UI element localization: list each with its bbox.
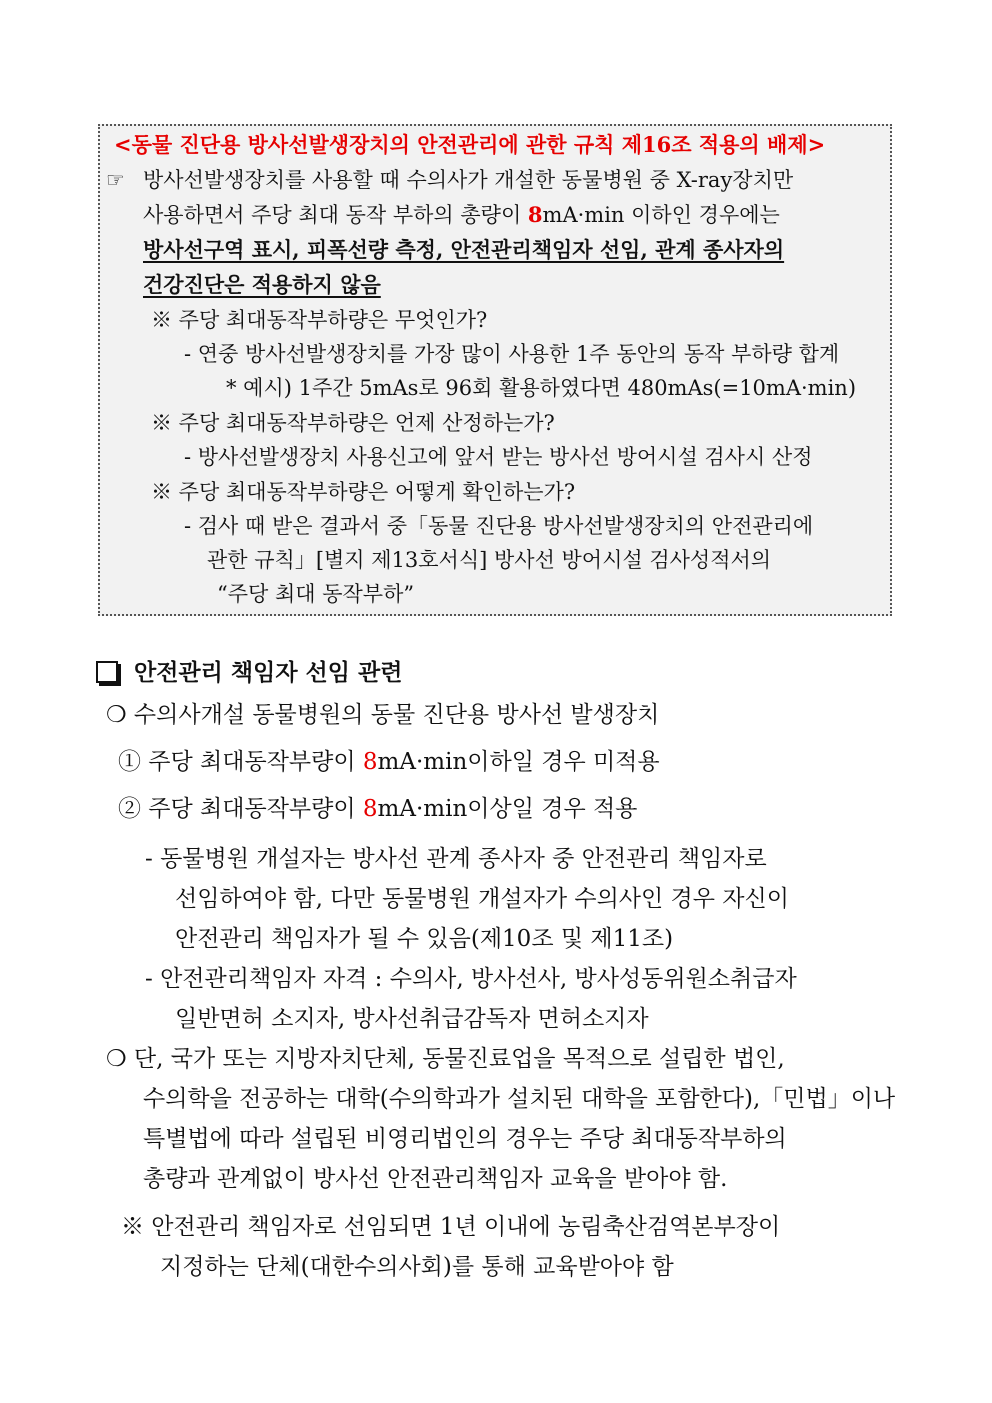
highlight-number: 8 (362, 796, 378, 822)
box-title: <동물 진단용 방사선발생장치의 안전관리에 관한 규칙 제16조 적용의 배제> (114, 132, 826, 157)
answer-3-line3: “주당 최대 동작부하” (217, 582, 415, 606)
pointer-icon: ☞ (106, 168, 125, 192)
question-1: ※ 주당 최대동작부하량은 무엇인가? (151, 308, 488, 332)
bullet-2-line2: 수의학을 전공하는 대학(수의학과가 설치된 대학을 포함한다),「민법」이나 (143, 1086, 896, 1112)
dash-1-line1: - 동물병원 개설자는 방사선 관계 종사자 중 안전관리 책임자로 (145, 846, 767, 872)
note-line2: 지정하는 단체(대한수의사회)를 통해 교육받아야 함 (160, 1254, 674, 1280)
box-para-line3: 방사선구역 표시, 피폭선량 측정, 안전관리책임자 선임, 관계 종사자의 (143, 237, 785, 262)
item-text: mA·min이하일 경우 미적용 (377, 749, 660, 775)
highlight-number: 8 (527, 202, 543, 227)
question-3: ※ 주당 최대동작부하량은 어떻게 확인하는가? (151, 480, 576, 504)
item-text: mA·min이상일 경우 적용 (377, 796, 638, 822)
bullet-1: ❍ 수의사개설 동물병원의 동물 진단용 방사선 발생장치 (106, 702, 660, 728)
question-2: ※ 주당 최대동작부하량은 언제 산정하는가? (151, 411, 555, 435)
item-2 (118, 792, 637, 826)
box-para-line1 (143, 165, 884, 195)
dash-2-line2: 일반면허 소지자, 방사선취급감독자 면허소지자 (175, 1006, 649, 1032)
note-line1: ※ 안전관리 책임자로 선임되면 1년 이내에 농림축산검역본부장이 (121, 1214, 781, 1240)
box-para-line4: 건강진단은 적용하지 않음 (143, 272, 381, 297)
box-para-text: mA·min 이하인 경우에는 (542, 203, 780, 227)
bullet-2-line4: 총량과 관계없이 방사선 안전관리책임자 교육을 받아야 함. (143, 1166, 728, 1192)
bullet-2-line1: ❍ 단, 국가 또는 지방자치단체, 동물진료업을 목적으로 설립한 법인, (106, 1046, 785, 1072)
bullet-2-line3: 특별법에 따라 설립된 비영리법인의 경우는 주당 최대동작부하의 (143, 1126, 787, 1152)
box-para-text: 방사선발생장치를 사용할 때 수의사가 개설한 동물병원 중 X-ray장치만 (143, 168, 794, 192)
box-para-text: 사용하면서 주당 최대 동작 부하의 총량이 (143, 203, 528, 227)
dash-1-line2: 선임하여야 함, 다만 동물병원 개설자가 수의사인 경우 자신이 (175, 886, 789, 912)
item-1 (118, 745, 660, 779)
answer-1: - 연중 방사선발생장치를 가장 많이 사용한 1주 동안의 동작 부하량 합계 (184, 342, 840, 366)
answer-3-line2: 관한 규칙」[별지 제13호서식] 방사선 방어시설 검사성적서의 (207, 548, 772, 572)
section-heading: 안전관리 책임자 선임 관련 (134, 659, 403, 686)
dash-2-line1: - 안전관리책임자 자격 : 수의사, 방사선사, 방사성동위원소취급자 (145, 966, 797, 992)
answer-2: - 방사선발생장치 사용신고에 앞서 받는 방사선 방어시설 검사시 산정 (184, 445, 813, 469)
item-text: ① 주당 최대동작부량이 (118, 749, 363, 775)
answer-1-example: * 예시) 1주간 5mAs로 96회 활용하였다면 480mAs(=10mA·min) (226, 376, 857, 400)
item-text: ② 주당 최대동작부량이 (118, 796, 363, 822)
checkbox-square-icon (96, 661, 118, 683)
dash-1-line3: 안전관리 책임자가 될 수 있음(제10조 및 제11조) (175, 926, 674, 952)
answer-3-line1: - 검사 때 받은 결과서 중「동물 진단용 방사선발생장치의 안전관리에 (184, 514, 814, 538)
box-para-line2 (143, 200, 884, 230)
highlight-number: 8 (362, 749, 378, 775)
exemption-box (98, 124, 892, 616)
